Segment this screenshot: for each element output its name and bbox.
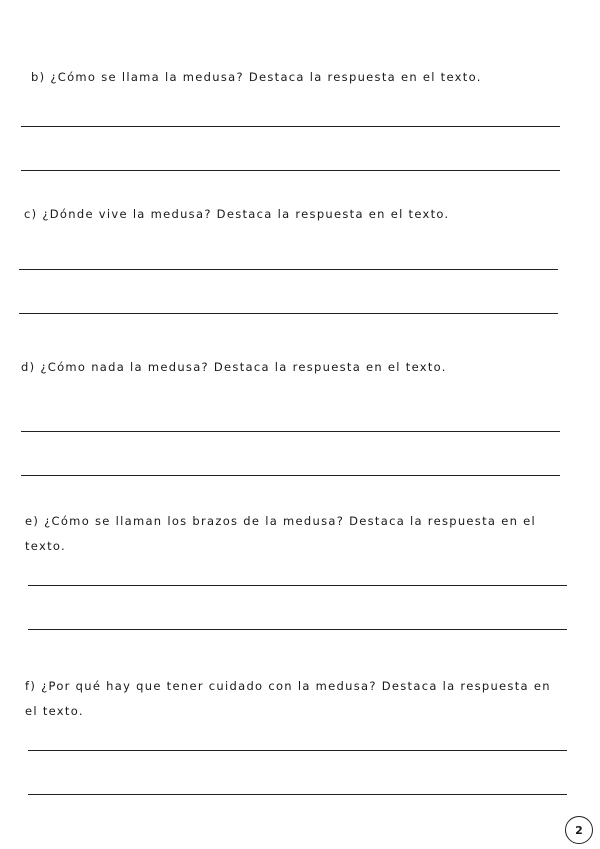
- answer-line-b-2[interactable]: [21, 170, 560, 171]
- question-f-line-2: el texto.: [25, 704, 84, 718]
- answer-line-c-2[interactable]: [19, 313, 558, 314]
- answer-line-e-1[interactable]: [28, 585, 567, 586]
- answer-line-d-1[interactable]: [21, 431, 560, 432]
- question-f-line-1: f) ¿Por qué hay que tener cuidado con la medusa? Destaca la respuesta en: [25, 679, 551, 693]
- answer-line-d-2[interactable]: [21, 475, 560, 476]
- answer-line-e-2[interactable]: [28, 629, 567, 630]
- answer-line-b-1[interactable]: [21, 126, 560, 127]
- question-d: d) ¿Cómo nada la medusa? Destaca la respuesta en el texto.: [21, 360, 447, 374]
- question-e-line-2: texto.: [25, 539, 66, 553]
- question-e-line-1: e) ¿Cómo se llaman los brazos de la medusa? Destaca la respuesta en el: [25, 514, 536, 528]
- page-number: [565, 816, 593, 844]
- answer-line-f-2[interactable]: [28, 794, 567, 795]
- question-b: b) ¿Cómo se llama la medusa? Destaca la respuesta en el texto.: [31, 70, 482, 84]
- question-c: c) ¿Dónde vive la medusa? Destaca la respuesta en el texto.: [24, 207, 450, 221]
- page-number-text: 2: [575, 823, 583, 837]
- answer-line-c-1[interactable]: [19, 269, 558, 270]
- answer-line-f-1[interactable]: [28, 750, 567, 751]
